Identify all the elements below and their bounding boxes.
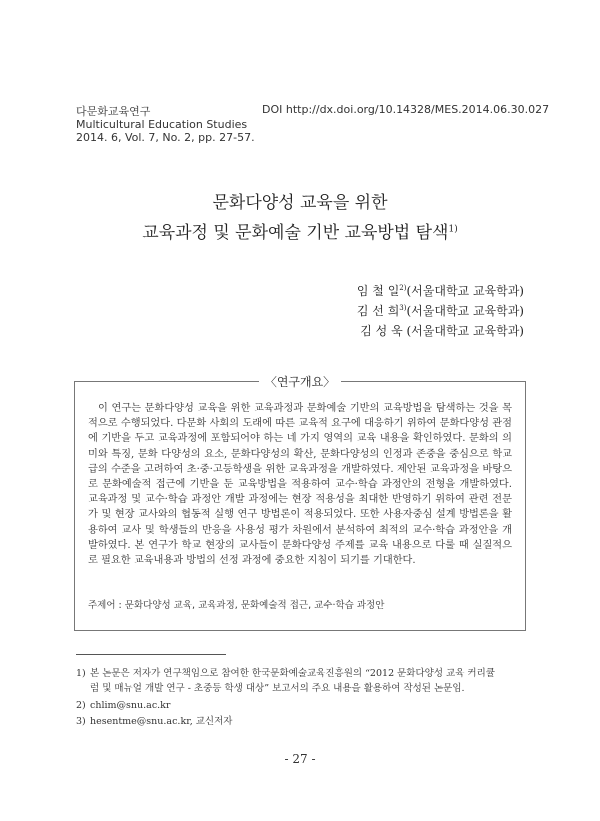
- author-affiliation: (서울대학교 교육학과): [406, 304, 524, 318]
- footnote-text: 본 논문은 저자가 연구책임으로 참여한 한국문화예술교육진흥원의 “2012 문화다양성 교육 커리큘: [90, 668, 495, 679]
- paper-title-line2-text: 교육과정 및 문화예술 기반 교육방법 탐색: [142, 223, 449, 243]
- author-name: 임 철 일: [356, 284, 400, 298]
- author-affiliation: (서울대학교 교육학과): [406, 284, 524, 298]
- paper-title-line1: 문화다양성 교육을 위한: [212, 193, 388, 213]
- doi-link[interactable]: DOI http://dx.doi.org/10.14328/MES.2014.06.30.027: [262, 103, 550, 116]
- page-number: - 27 -: [284, 752, 316, 766]
- issue-info: 2014. 6, Vol. 7, No. 2, pp. 27-57.: [76, 131, 255, 144]
- footnote-2: [76, 698, 528, 713]
- author-footnote-marker[interactable]: 3): [399, 304, 407, 312]
- footnote-number: 3): [76, 716, 86, 727]
- footnote-number: 1): [76, 668, 86, 679]
- footnote-1: [76, 666, 528, 696]
- abstract-body: 이 연구는 문화다양성 교육을 위한 교육과정과 문화예술 기반의 교육방법을 탐색하는 것을 목적으로 수행되었다. 다문화 사회의 도래에 따른 교육적 요구에 대응하기 위하여 문화다양성 관점에 기반을 두고 교육과정에 포함되어야 하는 네 가지 영역의 교육 내용을 확인하였다. 문화의 의미와 특징, 문화 다양성의 요소, 문화다양성의 확산, 문화다양성의 인정과 존중을 중심으로 학교급의 수준을 고려하여 초·중·고등학생을 위한 교육과정을 개발하였다. 제안된 교육과정을 바탕으로 문화예술적 접근에 기반을 둔 교육방법을 적용하여 교수·학습 과정안의 전형을 개발하였다. 교육과정 및 교수·학습 과정안 개발 과정에는 현장 적용성을 최대한 반영하기 위하여 관련 전문가 및 현장 교사와의 협동적 실행 연구 방법론이 적용되었다. 또한 사용자중심 설계 방법론을 활용하여 교사 및 학생들의 반응을 사용성 평가 차원에서 분석하여 최적의 교수·학습 과정안을 개발하였다. 본 연구가 학교 현장의 교사들이 문화다양성 주제를 교육 내용으로 다룰 때 실질적으로 필요한 교육내용과 방법의 선정 과정에 중요한 지침이 되기를 기대한다.: [88, 403, 512, 567]
- author-1: [357, 282, 524, 299]
- footnote-divider: [76, 654, 226, 655]
- author-3: [360, 322, 524, 339]
- footnote-number: 2): [76, 700, 86, 711]
- abstract-heading-text: 〈연구개요〉: [259, 375, 341, 389]
- author-affiliation: (서울대학교 교육학과): [402, 324, 524, 338]
- paper-title-line2: [0, 218, 600, 243]
- author-name: 김 선 희: [356, 304, 400, 318]
- author-name: 김 성 욱: [360, 324, 403, 338]
- footnote-email[interactable]: hesentme@snu.ac.kr, 교신저자: [90, 716, 233, 727]
- journal-name-korean: 다문화교육연구: [76, 105, 151, 118]
- keywords: 주제어 : 문화다양성 교육, 교육과정, 문화예술적 접근, 교수·학습 과정안: [88, 600, 385, 611]
- author-2: [357, 302, 524, 319]
- footnote-email[interactable]: chlim@snu.ac.kr: [90, 700, 171, 711]
- footnote-3: [76, 714, 528, 729]
- author-footnote-marker[interactable]: 2): [399, 284, 407, 292]
- footnote-text-continued: 럼 및 매뉴얼 개발 연구 - 초중등 학생 대상” 보고서의 주요 내용을 활용하여 작성된 논문임.: [90, 683, 465, 694]
- abstract-heading: [0, 373, 600, 390]
- title-footnote-marker[interactable]: 1): [448, 224, 458, 235]
- journal-name-english: Multicultural Education Studies: [76, 118, 248, 131]
